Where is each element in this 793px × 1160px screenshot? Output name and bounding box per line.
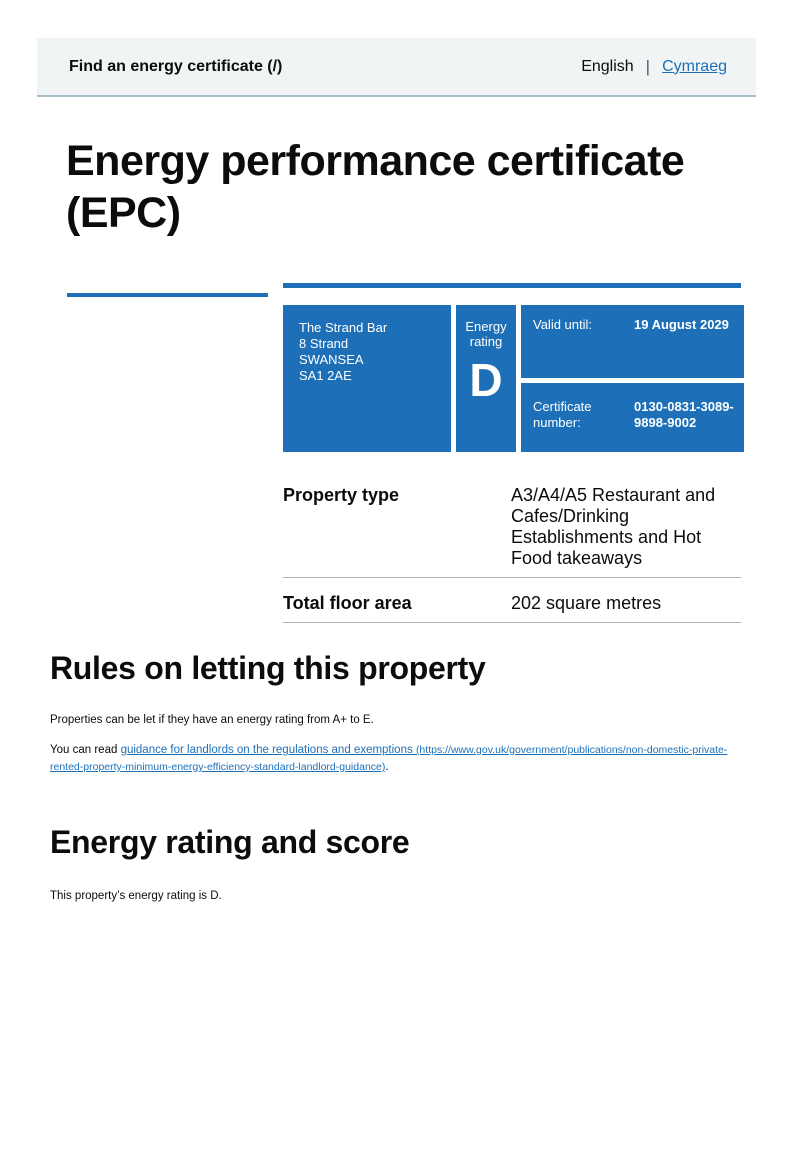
rules-paragraph-1: Properties can be let if they have an energy rating from A+ to E. bbox=[50, 714, 374, 726]
page-root bbox=[0, 38, 793, 1160]
rules-paragraph-2 bbox=[50, 742, 730, 776]
site-header bbox=[37, 38, 756, 97]
address-line: 8 Strand bbox=[299, 336, 349, 351]
property-address bbox=[283, 305, 451, 452]
address-line: The Strand Bar bbox=[299, 320, 388, 335]
energy-rating-cell bbox=[456, 305, 516, 452]
valid-until-cell bbox=[521, 305, 744, 378]
address-line: SWANSEA bbox=[299, 352, 364, 367]
certificate-number-cell bbox=[521, 383, 744, 452]
valid-until-value: 19 August 2029 bbox=[634, 317, 729, 332]
energy-rating-statement: This property’s energy rating is D. bbox=[50, 890, 222, 902]
energy-rating-label: Energy rating bbox=[465, 319, 507, 349]
service-name: Find an energy certificate (/) bbox=[69, 57, 283, 75]
landlord-guidance-link[interactable] bbox=[50, 744, 727, 773]
total-floor-area-value: 202 square metres bbox=[511, 593, 662, 613]
left-column-rule bbox=[67, 293, 268, 297]
energy-rating-value: D bbox=[469, 354, 503, 406]
paragraph-prefix: You can read bbox=[50, 744, 121, 756]
rules-section-heading: Rules on letting this property bbox=[50, 650, 486, 686]
language-current-english: English bbox=[581, 57, 634, 75]
certificate-number-value: 0130-0831-3089-9898-9002 bbox=[634, 399, 734, 430]
table-row bbox=[283, 578, 741, 623]
address-line: SA1 2AE bbox=[299, 368, 352, 383]
energy-section-heading: Energy rating and score bbox=[50, 824, 410, 860]
property-type-label: Property type bbox=[283, 485, 400, 505]
guidance-link-text: guidance for landlords on the regulations and exemptions bbox=[120, 744, 416, 756]
language-link-cymraeg[interactable]: Cymraeg bbox=[662, 57, 727, 75]
language-switcher bbox=[581, 57, 727, 77]
property-details-table bbox=[283, 452, 741, 623]
page-title: Energy performance certificate (EPC) bbox=[66, 137, 685, 237]
certificate-summary-section bbox=[67, 283, 793, 452]
property-type-value: A3/A4/A5 Restaurant and Cafes/Drinking Establishments and Hot Food takeaways bbox=[511, 485, 716, 568]
certificate-summary-column bbox=[283, 283, 741, 452]
certificate-meta-column bbox=[521, 305, 744, 452]
table-row bbox=[283, 452, 741, 578]
guidance-link-url-text: (https://www.gov.uk/government/publications/non-domestic-private-rented-property-minimum-energy-efficiency-standard-landlord-guidance) bbox=[50, 744, 728, 773]
language-separator: | bbox=[645, 56, 651, 76]
valid-until-label: Valid until: bbox=[533, 317, 593, 332]
certificate-number-label: Certificate number: bbox=[533, 399, 592, 430]
certificate-summary-banner bbox=[283, 305, 741, 452]
total-floor-area-label: Total floor area bbox=[283, 593, 412, 613]
paragraph-suffix: . bbox=[385, 761, 389, 773]
